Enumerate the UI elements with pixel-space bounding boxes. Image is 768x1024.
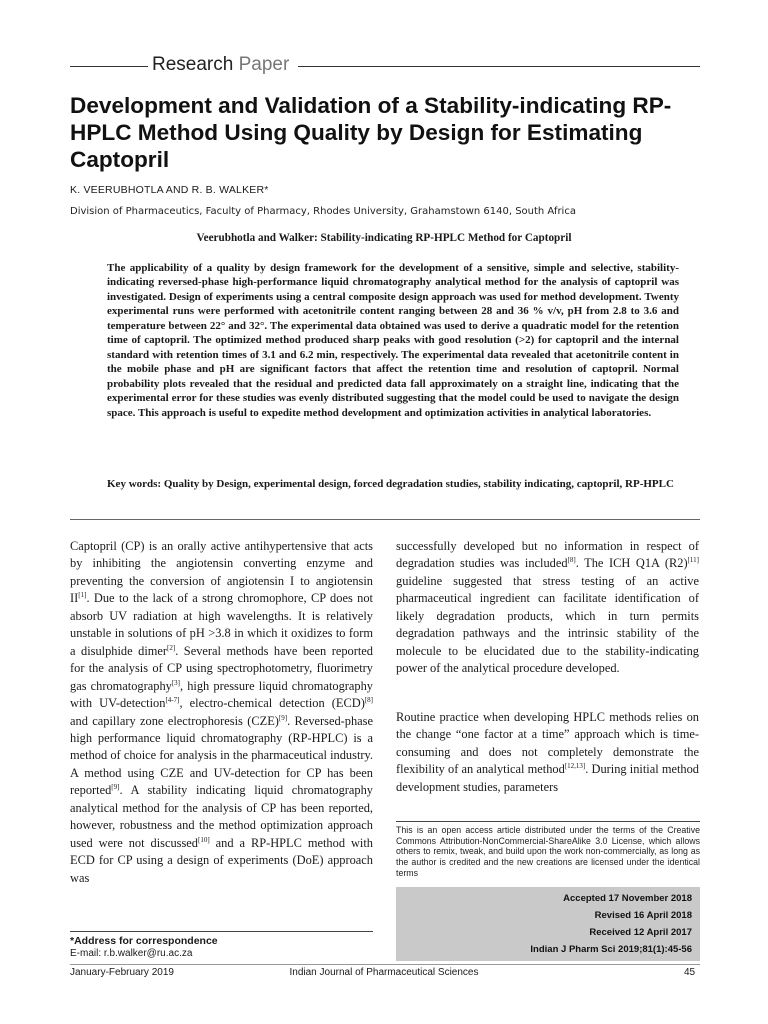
authors: K. VEERUBHOTLA AND R. B. WALKER*: [70, 184, 269, 196]
running-title: Veerubhotla and Walker: Stability-indicating RP-HPLC Method for Captopril: [196, 232, 572, 244]
revised-date: Revised 16 April 2018: [594, 910, 692, 921]
license-rule: [396, 821, 700, 822]
citation-ref: [8]: [567, 556, 576, 565]
article-title: Development and Validation of a Stability-indicating RP-HPLC Method Using Quality by Design for Estimating Captopril: [70, 93, 672, 172]
abstract: The applicability of a quality by design framework for the development of a sensitive, simple and selective, stability-indicating reversed-phase high-performance liquid chromatography analytical method for the analysis of captopril was investigated. Design of experiments using a central composite design approach was used for method development. Twenty experimental runs were performed with acetonitrile content ranging between 28 and 36 % v/v, pH from 2.8 to 3.6 and temperature between 22° and 32°. The experimental data obtained was used to derive a quadratic model for the retention time of captopril. The optimized method produced sharp peaks with good resolution (>2) for captopril and the internal standard with retention times of 3.1 and 6.2 min, respectively. The experimental data revealed that acetonitrile content in the mobile phase and pH are significant factors that affect the retention time and resolution of captopril. Normal probability plots revealed that the residual and predicted data fall approximately on a straight line, indicating that the experimental error for these studies was evenly distributed suggesting that the model could be used to navigate the design space. This approach is useful to expedite method development and optimization activities in analytical laboratories.: [107, 262, 679, 419]
header-rule-right: [298, 66, 700, 67]
citation-ref: [2]: [167, 643, 176, 652]
journal-citation: Indian J Pharm Sci 2019;81(1):45-56: [530, 944, 692, 955]
footer-rule: [70, 964, 700, 965]
license-notice: This is an open access article distributed under the terms of the Creative Commons Attribution-NonCommercial-ShareAlike 3.0 License, which allows others to remix, tweak, and build upon the work non-commercially, as long as the author is credited and the new creations are licensed under the identical terms: [396, 825, 700, 878]
body-text: and a RP-HPLC method with ECD for CP using a design of experiments (DoE) approach was: [70, 835, 374, 885]
citation-ref: [9]: [278, 713, 288, 722]
body-text: and capillary zone electrophoresis (CZE): [70, 713, 279, 728]
body-column-left: [70, 538, 373, 887]
body-text: Routine practice when developing HPLC methods relies on the change “one factor at a time” approach which is time-consuming and does not completely demonstrate the flexibility of an analytical method: [396, 710, 699, 777]
dates-box: [396, 887, 700, 961]
citation-ref: [3]: [171, 678, 181, 687]
body-text: Captopril (CP) is an orally active antihypertensive that acts by inhibiting the angiotensin converting enzyme and preventing the conversion of angiotensin I to angiotensin II: [70, 539, 373, 606]
citation-ref: [11]: [687, 556, 699, 565]
affiliation: Division of Pharmaceutics, Faculty of Pharmacy, Rhodes University, Grahamstown 6140, South Africa: [70, 206, 576, 217]
body-text: guideline suggested that stress testing of an active pharmaceutical ingredient can facilitate identification of likely degradation products, which in turn permits degradation pathways and the intrinsic stability of the molecule to be elucidated due to the stability-indicating power of the analytical procedure developed.: [396, 573, 699, 676]
citation-ref: [1]: [78, 591, 87, 600]
header-rule-left: [70, 66, 148, 67]
body-text: . The ICH Q1A (R2): [575, 556, 688, 571]
body-text: . During initial method development studies, parameters: [396, 762, 699, 794]
body-text: successfully developed but no information in respect of degradation studies was included: [396, 539, 699, 571]
body-text: , electro-chemical detection (ECD): [179, 696, 365, 711]
keywords: Key words: Quality by Design, experimental design, forced degradation studies, stability indicating, captopril, RP-HPLC: [107, 478, 674, 490]
citation-ref: [4-7]: [165, 695, 180, 704]
correspondence-heading: *Address for correspondence: [70, 935, 218, 947]
article-type-main: Research: [152, 54, 234, 75]
article-type-light: Paper: [238, 54, 290, 75]
body-column-right-paragraph-2: [396, 709, 699, 796]
citation-ref: [10]: [198, 835, 210, 844]
citation-ref: [8]: [364, 695, 373, 704]
citation-ref: [9]: [111, 783, 120, 792]
body-column-right-paragraph-1: [396, 538, 699, 678]
accepted-date: Accepted 17 November 2018: [563, 893, 692, 904]
article-type-label: [152, 54, 289, 76]
correspondence-email: E-mail: r.b.walker@ru.ac.za: [70, 948, 193, 959]
citation-ref: [12,13]: [564, 762, 586, 771]
body-text: , high pressure liquid chromatography with UV-detection: [70, 678, 373, 711]
section-divider: [70, 519, 700, 520]
footer-journal: Indian Journal of Pharmaceutical Sciences: [289, 967, 479, 978]
received-date: Received 12 April 2017: [589, 927, 692, 938]
body-text: . Reversed-phase high performance liquid chromatography (RP-HPLC) is a method of choice for analysis in the pharmaceutical industry. A method using CZE and UV-detection for CP has been reported: [70, 713, 374, 798]
body-text: . Due to the lack of a strong chromophore, CP does not absorb UV radiation at high wavelengths. It is relatively unstable in solutions of pH >3.8 in which it oxidizes to form a disulphide dimer: [70, 591, 373, 658]
correspondence-rule: [70, 931, 373, 932]
footer-issue: January-February 2019: [70, 967, 174, 978]
page-number: 45: [684, 967, 696, 978]
body-text: . A stability indicating liquid chromatography analytical method for the analysis of CP has been reported, however, robustness and the method optimization approach used were not discussed: [70, 783, 373, 850]
body-text: . Several methods have been reported for the analysis of CP using spectrophotometry, fluorimetry gas chromatography: [70, 643, 373, 693]
